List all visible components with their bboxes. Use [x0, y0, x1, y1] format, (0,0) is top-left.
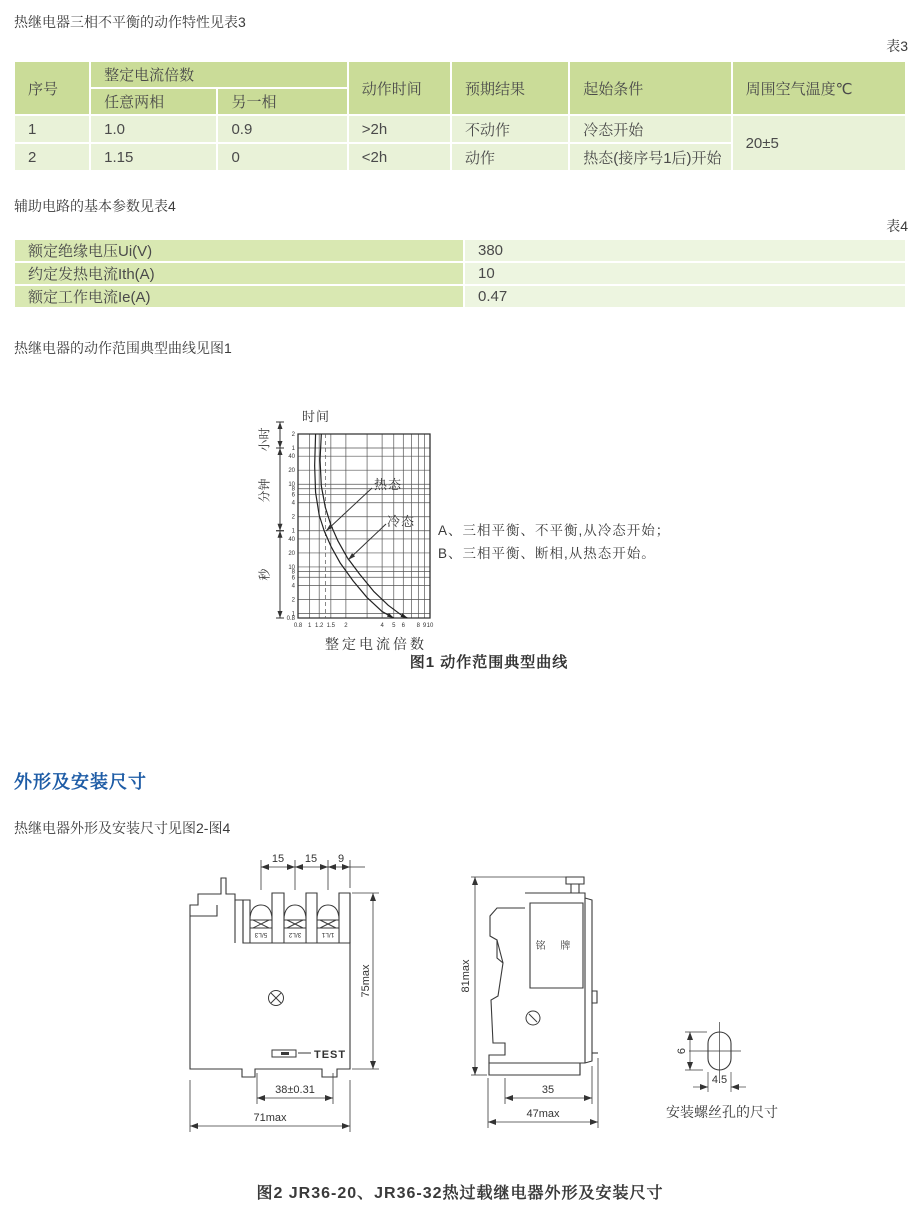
svg-text:1: 1: [291, 611, 295, 618]
t3-h-seq: 序号: [15, 62, 89, 114]
figure1-caption: 图1 动作范围典型曲线: [409, 654, 569, 671]
terminal-label-1L1: 1/L1: [321, 931, 335, 938]
side-view-drawing: [445, 848, 660, 1148]
t3-h-multiple: 整定电流倍数: [91, 62, 347, 87]
t3-h-ambient: 周围空气温度℃: [733, 62, 905, 114]
y-unit-seconds: 秒: [257, 568, 272, 581]
section-heading: 外形及安装尺寸: [14, 772, 147, 792]
table-row: [15, 240, 905, 261]
svg-text:4: 4: [291, 583, 295, 590]
intro-figure2-text: 热继电器外形及安装尺寸见图2-图4: [14, 820, 231, 836]
t3-r1-start: 冷态开始: [570, 116, 730, 142]
y-unit-minutes: 分钟: [257, 478, 272, 503]
dim-75max: 75max: [360, 964, 372, 998]
terminal-label-3L2: 3/L2: [288, 931, 302, 938]
mounting-hole-caption: 安装螺丝孔的尺寸: [666, 1104, 778, 1120]
table4-auxiliary-parameters: [13, 238, 907, 309]
svg-text:20: 20: [288, 468, 295, 475]
front-view-drawing: [165, 848, 400, 1148]
t3-r1-two: 1.0: [91, 116, 216, 142]
svg-text:10: 10: [288, 564, 295, 571]
table-row: [15, 116, 905, 142]
t3-r1-other: 0.9: [218, 116, 346, 142]
dim-9: 9: [337, 853, 345, 865]
t4-r1-label: 额定绝缘电压Ui(V): [15, 240, 463, 261]
figure2-caption: 图2 JR36-20、JR36-32热过载继电器外形及安装尺寸: [256, 1185, 664, 1202]
t3-h-expected: 预期结果: [452, 62, 568, 114]
t3-h-start: 起始条件: [570, 62, 730, 114]
slotted-screw-icon: [526, 1011, 540, 1025]
svg-text:20: 20: [288, 550, 295, 557]
dim-47max: 47max: [526, 1108, 560, 1120]
svg-text:10: 10: [426, 623, 434, 629]
t3-ambient-value: 20±5: [733, 116, 905, 170]
svg-text:0.8: 0.8: [293, 623, 303, 629]
t4-r1-value: 380: [465, 240, 905, 261]
svg-text:6: 6: [291, 492, 295, 499]
dim-38: 38±0.31: [275, 1084, 315, 1096]
svg-text:2: 2: [291, 514, 295, 521]
t4-r3-label: 额定工作电流Ie(A): [15, 286, 463, 307]
dim-71max: 71max: [253, 1112, 287, 1124]
svg-text:1.2: 1.2: [315, 623, 324, 629]
intro-figure1-text: 热继电器的动作范围典型曲线见图1: [14, 340, 232, 356]
mounting-hole-drawing: [655, 1008, 785, 1103]
svg-text:0.8: 0.8: [286, 616, 295, 622]
svg-text:4: 4: [291, 500, 295, 507]
t3-r2-seq: 2: [15, 144, 89, 170]
chart-annotation-a: A、三相平衡、不平衡,从冷态开始；: [438, 523, 671, 538]
t3-r2-other: 0: [218, 144, 346, 170]
nameplate-label: 铭 牌: [535, 941, 577, 952]
svg-text:40: 40: [288, 536, 295, 543]
relay-side-outline: [525, 893, 592, 1063]
chart-annotation-b: B、三相平衡、断相,从热态开始。: [438, 546, 656, 561]
t3-h-time: 动作时间: [349, 62, 450, 114]
svg-text:2: 2: [344, 623, 348, 629]
svg-text:1.5: 1.5: [326, 623, 336, 629]
y-axis-title: 时间: [302, 409, 331, 424]
t3-r2-start: 热态(接序号1后)开始: [570, 144, 730, 170]
table-row: [15, 263, 905, 284]
t3-h-anytwo: 任意两相: [91, 89, 216, 114]
top-knob: [566, 877, 584, 884]
svg-text:4: 4: [380, 623, 384, 629]
dim-4_5: 4.5: [711, 1074, 728, 1086]
dim-15-right: 15: [304, 853, 318, 865]
t3-r1-result: 不动作: [452, 116, 568, 142]
curve-label-cold: 冷态: [387, 514, 416, 529]
svg-text:8: 8: [291, 486, 295, 493]
test-label: TEST: [314, 1049, 347, 1061]
y-unit-hours: 小时: [257, 427, 272, 452]
svg-text:2: 2: [291, 432, 295, 438]
t3-h-other: 另一相: [218, 89, 346, 114]
dim-15-left: 15: [271, 853, 285, 865]
t3-r1-time: >2h: [349, 116, 450, 142]
x-axis-title: 整定电流倍数: [325, 636, 427, 652]
svg-text:6: 6: [401, 623, 405, 629]
svg-text:1: 1: [291, 528, 295, 535]
t3-r2-result: 动作: [452, 144, 568, 170]
t4-r2-value: 10: [465, 263, 905, 284]
t4-r3-value: 0.47: [465, 286, 905, 307]
intro-table4-text: 辅助电路的基本参数见表4: [14, 198, 176, 214]
svg-text:1: 1: [307, 623, 312, 629]
t3-r2-time: <2h: [349, 144, 450, 170]
svg-text:2: 2: [291, 597, 295, 604]
svg-text:5: 5: [392, 623, 396, 629]
dim-35: 35: [541, 1084, 555, 1096]
dim-6: 6: [676, 1047, 688, 1055]
curve-label-hot: 热态: [374, 477, 403, 492]
phillips-screw-icon: [269, 991, 284, 1006]
terminal-label-5L3: 5/L3: [254, 931, 268, 938]
svg-text:6: 6: [291, 575, 295, 582]
svg-text:9: 9: [422, 623, 427, 629]
table-row: [15, 286, 905, 307]
table3-unbalance-characteristics: [13, 60, 907, 172]
test-button-icon: [272, 1050, 311, 1057]
svg-text:8: 8: [291, 569, 295, 576]
svg-text:1: 1: [291, 446, 295, 453]
t3-r2-two: 1.15: [91, 144, 216, 170]
table3-tag: 表3: [886, 38, 908, 54]
table4-tag: 表4: [886, 218, 908, 234]
t3-r1-seq: 1: [15, 116, 89, 142]
svg-text:40: 40: [288, 454, 295, 461]
t4-r2-label: 约定发热电流Ith(A): [15, 263, 463, 284]
svg-text:10: 10: [288, 482, 295, 489]
intro-table3-text: 热继电器三相不平衡的动作特性见表3: [14, 14, 246, 30]
svg-text:8: 8: [416, 623, 421, 629]
dim-81max: 81max: [460, 959, 472, 993]
